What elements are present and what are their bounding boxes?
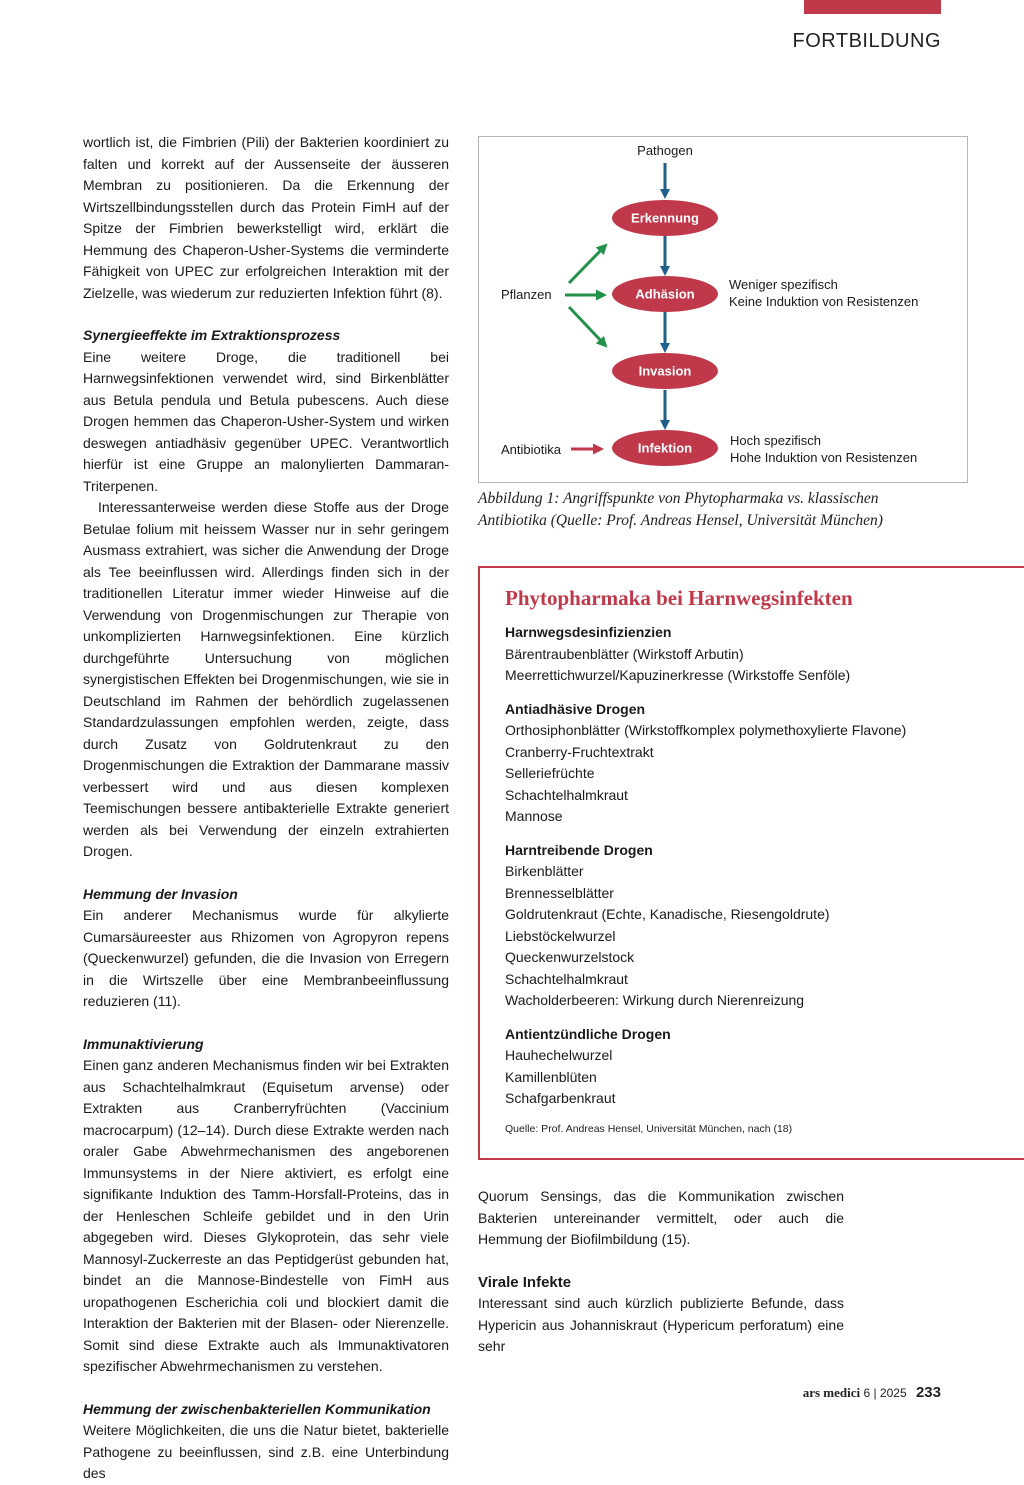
note-weniger-spezifisch: Weniger spezifisch [729, 277, 838, 292]
infobox-item: Schafgarbenkraut [505, 1090, 616, 1106]
page-number: 233 [915, 1384, 941, 1401]
infobox-item: Liebstöckelwurzel [505, 927, 616, 944]
infobox-item: Mannose [505, 808, 563, 824]
infobox-title: Phytopharmaka bei Harnwegsinfekten [505, 586, 853, 610]
paragraph-immunaktivierung: Einen ganz anderen Mechanismus finden wir bei Extrakten aus Schachtelhalmkraut (Equisetum arvense) oder Extrakten aus Cranberryfrüchten (Vaccinium macrocarpum) (12–14). Durch diese Extrakte werden nach oraler Gabe Abwehrmechanismen des angeborenen Immunsystems in der Niere aktiviert, es erfolgt eine signifikante Induktion des Tamm-Horsfall-Proteins, das in der Henleschen Schleife gebildet und in den Urin abgegeben wird. Dieses Glykoprotein, das sehr viele Mannosyl-Zuckerreste an das Peptidgerüst gebunden hat, bindet an die Mannose-Bindestelle von FimH aus uropathogenen Escherichia coli und blockiert damit die Interaktion der Bakterien mit der Blasen- oder Nierenzelle. Somit sind diese Extrakte auch als Immunaktivatoren spezifischer Abwehrmechanismen zu verstehen. [83, 1057, 449, 1374]
infobox-group [505, 1024, 1024, 1110]
infobox-item: Cranberry-Fruchtextrakt [505, 743, 654, 760]
infobox-item: Goldrutenkraut (Echte, Kanadische, Riesengoldrute) [505, 906, 830, 922]
infobox-item: Meerrettichwurzel/Kapuzinerkresse (Wirkstoffe Senföle) [505, 667, 851, 683]
infobox-item: Wacholderbeeren: Wirkung durch Nierenreizung [505, 992, 805, 1008]
note-hoch-spezifisch: Hoch spezifisch [730, 433, 822, 448]
right-column [478, 1186, 844, 1358]
figure-diagram [478, 136, 968, 483]
infobox-source: Quelle: Prof. Andreas Hensel, Universität München, nach (18) [505, 1122, 793, 1135]
arrow-pflanzen-erkennung [569, 247, 604, 283]
heading-synergie: Synergieeffekte im Extraktionsprozess [83, 327, 341, 343]
page-footer [803, 1384, 941, 1401]
note-hohe-induktion: Hohe Induktion von Resistenzen [730, 450, 918, 465]
pflanzen-label: Pflanzen [501, 287, 552, 302]
node-infektion [612, 430, 718, 466]
infobox-item: Bärentraubenblätter (Wirkstoff Arbutin) [505, 645, 744, 662]
antibiotika-label: Antibiotika [501, 442, 561, 457]
section-label: FORTBILDUNG [792, 30, 941, 52]
infobox-groups [505, 622, 1024, 1110]
left-column [83, 132, 449, 1485]
infobox-group [505, 840, 1024, 1012]
heading-immunaktivierung: Immunaktivierung [83, 1035, 204, 1052]
infobox-item: Hauhechelwurzel [505, 1047, 613, 1063]
paragraph-invasion: Ein anderer Mechanismus wurde für alkylierte Cumarsäureester aus Rhizomen von Agropyron repens (Queckenwurzel) gefunden, die die Invasion von Erregern in die Wirtszelle über eine Membranbeeinflussung reduzieren (11). [83, 907, 449, 1009]
heading-invasion: Hemmung der Invasion [83, 885, 238, 902]
paragraph-quorum: Quorum Sensings, das die Kommunikation zwischen Bakterien untereinander vermittelt, oder auch die Hemmung der Biofilmbildung (15). [478, 1188, 844, 1247]
node-infektion-label: Infektion [637, 440, 693, 456]
infobox-item: Kamillenblüten [505, 1068, 597, 1085]
node-adhaesion-label: Adhäsion [635, 286, 695, 302]
paragraph-virale-infekte: Interessant sind auch kürzlich publizierte Befunde, dass Hypericin aus Johanniskraut (Hypericum perforatum) eine sehr [478, 1295, 844, 1354]
figure-caption: Abbildung 1: Angriffspunkte von Phytopharmaka vs. klassischen Antibiotika (Quelle: Prof. Andreas Hensel, Universität München) [478, 490, 883, 529]
journal-issue: 6 | 2025 [863, 1386, 907, 1400]
infobox-group-heading: Antiadhäsive Drogen [505, 700, 646, 717]
infobox-group [505, 699, 1024, 828]
node-invasion [612, 353, 718, 389]
node-invasion-label: Invasion [638, 363, 692, 379]
infobox-item: Brennesselblätter [505, 884, 614, 901]
paragraph-intro: wortlich ist, die Fimbrien (Pili) der Bakterien koordiniert zu falten und korrekt auf der Aussenseite der äusseren Membran zu positionieren. Da die Erkennung der Wirtszellbindungsstellen durch das Protein FimH auf der Spitze der Fimbrien bewerkstelligt wird, erklärt die Hemmung des Chaperon-Usher-Systems die verminderte Fähigkeit von UPEC zur erfolgreichen Interaktion mit der Zielzelle, was wiederum zur reduzierten Infektion führt (8). [83, 134, 449, 301]
paragraph-synergie-1: Eine weitere Droge, die traditionell bei Harnwegsinfektionen verwendet wird, sind Birkenblätter aus Betula pendula und Betula pubescens. Auch diese Drogen hemmen das Chaperon-Usher-System und wirken deswegen antiadhäsiv gegenüber UPEC. Verantwortlich hierfür ist eine Gruppe an malonylierten Dammaran-Triterpenen. [83, 348, 449, 494]
infobox-item: Orthosiphonblätter (Wirkstoffkomplex polymethoxylierte Flavone) [505, 722, 907, 738]
pathogen-label: Pathogen [637, 143, 693, 158]
infobox-item: Birkenblätter [505, 863, 584, 879]
infobox-item: Schachtelhalmkraut [505, 786, 628, 803]
paragraph-kommunikation: Weitere Möglichkeiten, die uns die Natur bietet, bakterielle Pathogene zu beeinflussen, sind z.B. eine Unterbindung des [83, 1422, 449, 1481]
infobox-group-heading: Harntreibende Drogen [505, 841, 653, 858]
heading-virale-infekte: Virale Infekte [478, 1273, 572, 1291]
infobox-group-heading: Antientzündliche Drogen [505, 1025, 671, 1042]
node-erkennung-label: Erkennung [631, 210, 699, 226]
infobox-item: Selleriefrüchte [505, 765, 595, 781]
header-accent-bar [804, 0, 941, 14]
infobox-item: Queckenwurzelstock [505, 949, 635, 965]
infobox-group-heading: Harnwegsdesinfizienzien [505, 624, 672, 640]
infobox-phytopharmaka [478, 566, 1024, 1160]
arrow-pflanzen-invasion [569, 307, 604, 344]
heading-kommunikation: Hemmung der zwischenbakteriellen Kommunikation [83, 1400, 431, 1417]
infobox-item: Schachtelhalmkraut [505, 970, 628, 987]
infobox-group [505, 622, 1024, 687]
node-erkennung [612, 200, 718, 236]
note-keine-induktion: Keine Induktion von Resistenzen [729, 294, 919, 309]
paragraph-synergie-2: Interessanterweise werden diese Stoffe aus der Droge Betulae folium mit heissem Wasser nur in sehr geringem Ausmass extrahiert, was sicher die Anwendung der Droge als Tee beeinflussen wird. Allerdings finden sich in der traditionellen Literatur immer wieder Hinweise auf die Verwendung von Drogenmischungen zur Therapie von unkomplizierten Harnwegsinfektionen. Eine kürzlich durchgeführte Untersuchung von möglichen synergistischen Effekten bei Drogenmischungen, wie sie in Deutschland im Rahmen der behördlich zugelassenen Standardzulassungen empfohlen werden, zeigte, dass durch Zusatz von Goldrutenkraut zu den Drogenmischungen die Extraktion der Dammarane massiv verbessert wird und aus diesen komplexen Teemischungen bessere antibakterielle Extrakte generiert werden als bei Verwendung der einzeln extrahierten Drogen. [83, 499, 449, 859]
journal-name: ars medici [802, 1385, 861, 1400]
node-adhaesion [612, 276, 718, 312]
